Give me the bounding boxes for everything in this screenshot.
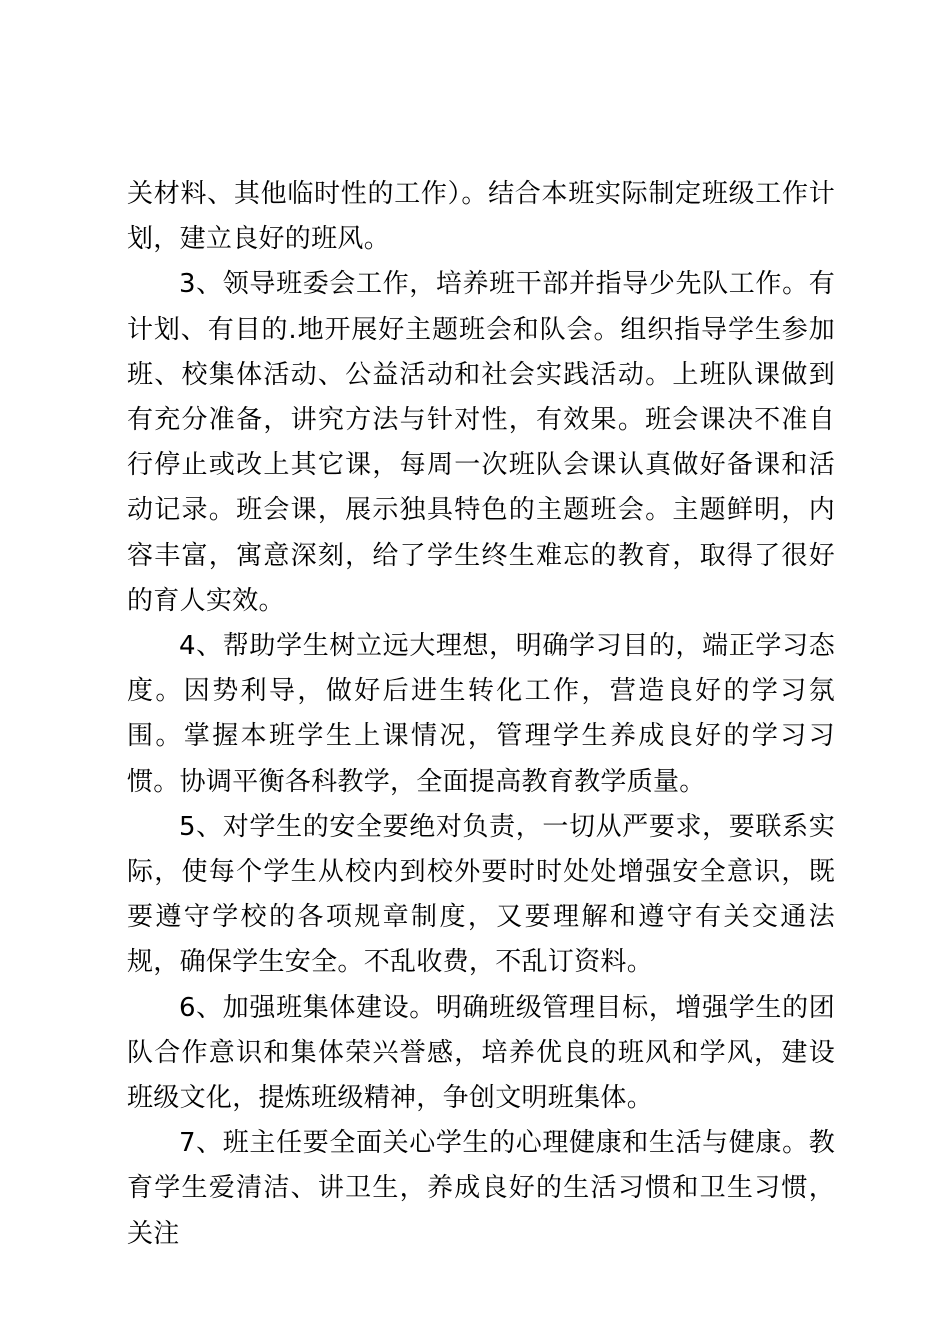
paragraph-item-4: 4、帮助学生树立远大理想，明确学习目的，端正学习态度。因势利导，做好后进生转化工作，营造良好的学习氛围。掌握本班学生上课情况，管理学生养成良好的学习习惯。协调平衡各科教学，全面提高教育教学质量。 (127, 631, 835, 797)
paragraph-item-7: 7、班主任要全面关心学生的心理健康和生活与健康。教育学生爱清洁、讲卫生，养成良好的生活习惯和卫生习惯，关注 (127, 1128, 835, 1249)
paragraph-item-6: 6、加强班集体建设。明确班级管理目标，增强学生的团队合作意识和集体荣兴誉感，培养优良的班风和学风，建设班级文化，提炼班级精神，争创文明班集体。 (127, 992, 835, 1114)
paragraph-item-5: 5、对学生的安全要绝对负责，一切从严要求，要联系实际，使每个学生从校内到校外要时时处处增强安全意识，既要遵守学校的各项规章制度，又要理解和遵守有关交通法规，确保学生安全。不乱收费，不乱订资料。 (127, 811, 835, 978)
paragraph-item-3: 3、领导班委会工作，培养班干部并指导少先队工作。有计划、有目的.地开展好主题班会和队会。组织指导学生参加班、校集体活动、公益活动和社会实践活动。上班队课做到有充分准备，讲究方法与针对性，有效果。班会课决不准自行停止或改上其它课，每周一次班队会课认真做好备课和活动记录。班会课，展示独具特色的主题班会。主题鲜明，内容丰富，寓意深刻，给了学生终生难忘的教育，取得了很好的育人实效。 (127, 269, 835, 616)
document-body (127, 172, 835, 1257)
paragraph-continuation: 关材料、其他临时性的工作）。结合本班实际制定班级工作计划，建立良好的班风。 (127, 179, 835, 255)
